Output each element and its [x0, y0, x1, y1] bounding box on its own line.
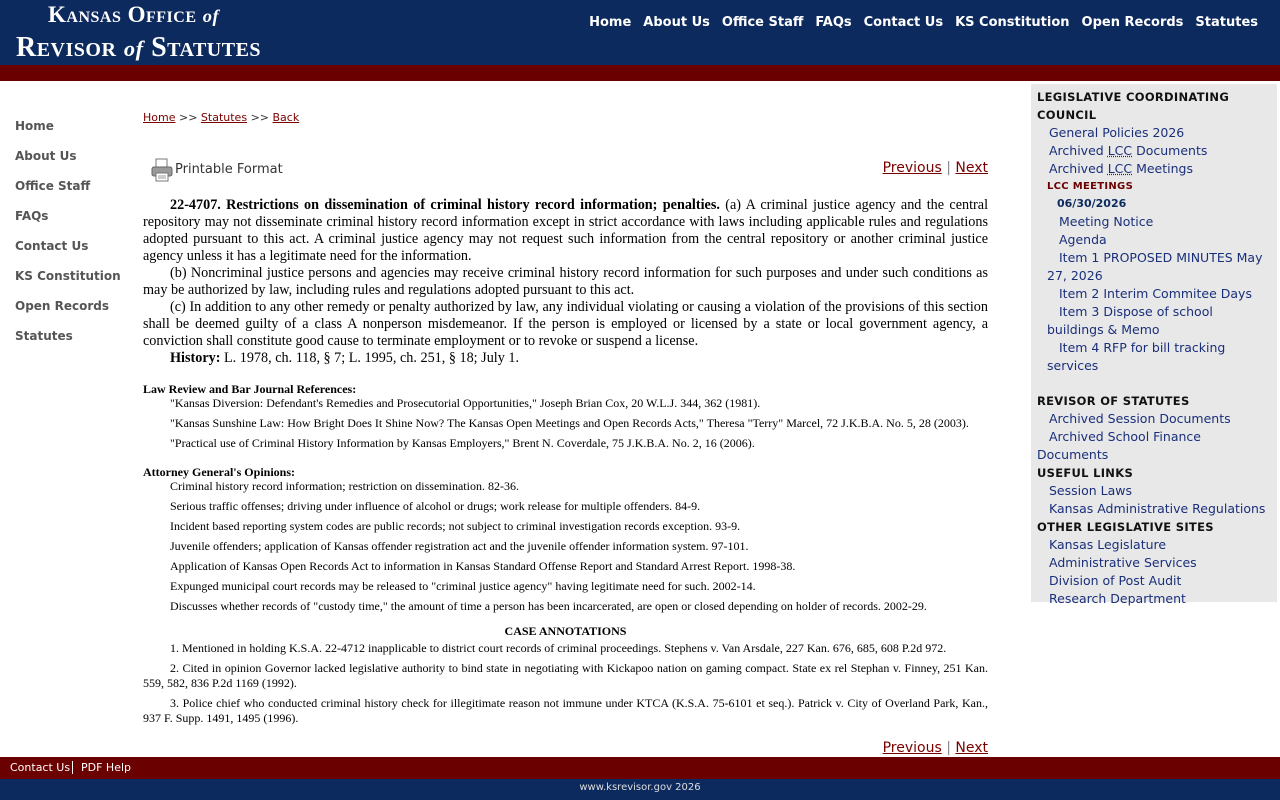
ag-opinions-heading: Attorney General's Opinions: — [143, 465, 295, 479]
printable-format-link[interactable] — [151, 158, 283, 180]
history-text: L. 1978, ch. 118, § 7; L. 1995, ch. 251, § 18; July 1. — [220, 350, 520, 366]
statute-title: 22-4707. Restrictions on dissemination of criminal history record information; penalties. — [170, 197, 720, 213]
ag-opinion-item: Discusses whether records of "custody time," the amount of time a person has been incarcerated, are open or closed depending on holder of records. 2002-29. — [170, 599, 927, 613]
law-review-item: "Practical use of Criminal History Information by Kansas Employers," Brent N. Coverdale, 75 J.K.B.A. No. 2, 16 (2006). — [170, 436, 755, 450]
print-row — [143, 148, 988, 194]
history-label: History: — [170, 350, 221, 366]
meeting-item-2-link[interactable]: Item 2 Interim Commitee Days — [1059, 286, 1252, 301]
leftnav-ks-constitution[interactable]: KS Constitution — [15, 269, 121, 283]
logo-text: Statutes — [143, 32, 262, 63]
archived-session-documents-link[interactable]: Archived Session Documents — [1049, 411, 1231, 426]
link-text: Documents — [1132, 143, 1208, 158]
kansas-legislature-link[interactable]: Kansas Legislature — [1049, 537, 1167, 552]
statute-history — [143, 350, 988, 367]
other-sites-heading: OTHER LEGISLATIVE SITES — [1037, 520, 1214, 534]
topnav-contact-us[interactable]: Contact Us — [863, 15, 944, 30]
lcc-meetings-heading: LCC MEETINGS — [1047, 181, 1134, 192]
header-accent-bar — [0, 65, 1280, 81]
leftnav-about-us[interactable]: About Us — [15, 149, 77, 163]
breadcrumb-statutes[interactable]: Statutes — [200, 111, 248, 124]
logo-text: of — [123, 36, 144, 61]
topnav-open-records[interactable]: Open Records — [1081, 15, 1184, 30]
topnav-faqs[interactable]: FAQs — [815, 15, 852, 30]
leftnav-statutes[interactable]: Statutes — [15, 329, 73, 343]
revisor-heading: REVISOR OF STATUTES — [1037, 394, 1190, 408]
archived-lcc-documents-link[interactable] — [1037, 142, 1271, 160]
previous-link[interactable]: Previous — [882, 160, 942, 176]
case-annotation-item: 1. Mentioned in holding K.S.A. 22-4712 inapplicable to district court records of criminal proceedings. Stephens v. Van Arsdale, 227 Kan. 676, 685, 608 P.2d 972. — [170, 641, 947, 655]
meeting-notice-link[interactable]: Meeting Notice — [1059, 214, 1154, 229]
session-laws-link[interactable]: Session Laws — [1049, 483, 1133, 498]
leftnav-home[interactable]: Home — [15, 119, 54, 133]
meeting-item-4-link[interactable]: Item 4 RFP for bill tracking services — [1047, 340, 1226, 373]
logo-text: Revisor — [16, 32, 124, 63]
archived-lcc-meetings-link[interactable] — [1037, 160, 1271, 178]
pager-bottom — [883, 740, 988, 756]
lcc-abbreviation: LCC — [1107, 161, 1133, 176]
pager-separator: | — [946, 160, 951, 176]
next-link[interactable]: Next — [955, 160, 988, 176]
topnav-home[interactable]: Home — [589, 15, 632, 30]
useful-links-heading: USEFUL LINKS — [1037, 466, 1134, 480]
logo-line-2 — [16, 32, 261, 64]
ag-opinion-item: Expunged municipal court records may be released to "criminal justice agency" having legitimate need for such. 2002-14. — [170, 579, 756, 593]
footer-links-bar — [0, 757, 1280, 779]
link-text: Meetings — [1132, 161, 1193, 176]
statute-paragraph-b: (b) Noncriminal justice persons and agencies may receive criminal history record information for such purposes and under such conditions as may be authorized by law, including rules and regulations adopted pursuant to this act. — [143, 265, 988, 298]
pager-top — [883, 160, 988, 176]
logo-text: Kansas Office — [48, 2, 203, 27]
research-department-link[interactable]: Research Department — [1049, 591, 1186, 606]
case-annotation-item: 2. Cited in opinion Governor lacked legislative authority to bind state in negotiating with Kickapoo nation on gaming compact. State ex rel Stephan v. Finney, 251 Kan. 559, 582, 836 P.2d 1169 (1992). — [143, 661, 988, 690]
breadcrumb — [143, 111, 988, 124]
statute-paragraph-c: (c) In addition to any other remedy or penalty authorized by law, any individual violating or causing a violation of the provisions of this section shall be deemed guilty of a class A nonperson misdemeanor. If the person is employed or licensed by a state or local government agency, a conviction shall constitute good cause to terminate employment or to revoke or suspend a license. — [143, 299, 988, 349]
statute-subsection: (a) A criminal justice agency and the central repository may not disseminate criminal history record information except in strict accordance with laws including applicable rules and regulations adopted pursuant to this act. A criminal justice agency may not request such information from the central repository or another criminal justice agency unless it has a legitimate need for the information. — [143, 197, 989, 264]
ag-opinion-item: Juvenile offenders; application of Kansas offender registration act and the juvenile offender information system. 97-101. — [170, 539, 749, 553]
top-navigation — [577, 15, 1258, 30]
agenda-link[interactable]: Agenda — [1059, 232, 1107, 247]
law-review-heading: Law Review and Bar Journal References: — [143, 382, 357, 396]
leftnav-office-staff[interactable]: Office Staff — [15, 179, 91, 193]
law-review-item: "Kansas Diversion: Defendant's Remedies and Prosecutorial Opportunities," Joseph Brian Cox, 20 W.L.J. 344, 362 (1981). — [170, 396, 761, 410]
breadcrumb-separator: >> — [250, 111, 269, 124]
case-annotation-item: 3. Police chief who conducted criminal history check for illegitimate reason not immune under KTCA (K.S.A. 75-6101 et seq.). Patrick v. City of Overland Park, Kan., 937 F. Supp. 1491, 1495 (1996). — [143, 696, 988, 725]
breadcrumb-back[interactable]: Back — [272, 111, 300, 124]
link-text: Archived — [1049, 143, 1108, 158]
law-review-item: "Kansas Sunshine Law: How Bright Does It Shine Now? The Kansas Open Meetings and Open Records Acts," Theresa "Terry" Marcel, 72 J.K.B.A. No. 5, 28 (2003). — [170, 416, 969, 430]
ag-opinion-item: Application of Kansas Open Records Act to information in Kansas Standard Offense Report and Standard Arrest Report. 1998-38. — [170, 559, 796, 573]
pager-separator: | — [946, 740, 951, 756]
site-header — [0, 0, 1280, 65]
division-of-post-audit-link[interactable]: Division of Post Audit — [1049, 573, 1182, 588]
printable-format-label: Printable Format — [175, 161, 283, 177]
main-content — [143, 111, 988, 731]
footer-contact-link[interactable]: Contact Us — [10, 761, 71, 774]
logo-text: of — [202, 6, 220, 26]
topnav-ks-constitution[interactable]: KS Constitution — [955, 15, 1070, 30]
previous-link[interactable]: Previous — [882, 740, 942, 756]
breadcrumb-home[interactable]: Home — [143, 111, 176, 124]
meeting-item-3-link[interactable]: Item 3 Dispose of school buildings & Memo — [1047, 304, 1213, 337]
statute-text — [143, 197, 988, 350]
leftnav-faqs[interactable]: FAQs — [15, 209, 49, 223]
lcc-abbreviation: LCC — [1107, 143, 1133, 158]
ag-opinion-item: Serious traffic offenses; driving under influence of alcohol or drugs; work release for multiple offenders. 84-9. — [170, 499, 701, 513]
left-navigation — [15, 119, 135, 359]
footer-divider — [72, 761, 73, 774]
breadcrumb-separator: >> — [178, 111, 198, 124]
statute-paragraph-a — [143, 197, 988, 265]
meeting-date: 06/30/2026 — [1057, 197, 1127, 210]
ag-opinion-item: Incident based reporting system codes are public records; not subject to criminal investigation records exception. 93-9. — [170, 519, 741, 533]
general-policies-link[interactable]: General Policies 2026 — [1049, 125, 1185, 140]
spacer — [1037, 375, 1271, 392]
footer-site-text: www.ksrevisor.gov 2026 — [579, 782, 701, 793]
leftnav-contact-us[interactable]: Contact Us — [15, 239, 89, 253]
lcc-heading: LEGISLATIVE COORDINATING COUNCIL — [1037, 90, 1230, 122]
link-text: Archived — [1049, 161, 1108, 176]
case-annotations-heading: CASE ANNOTATIONS — [504, 624, 627, 638]
footer-site-bar — [0, 779, 1280, 800]
footer-pdf-help-link[interactable]: PDF Help — [81, 761, 132, 774]
topnav-office-staff[interactable]: Office Staff — [721, 15, 804, 30]
leftnav-open-records[interactable]: Open Records — [15, 299, 110, 313]
next-link[interactable]: Next — [955, 740, 988, 756]
archived-school-finance-link[interactable]: Archived School Finance Documents — [1037, 429, 1201, 462]
administrative-services-link[interactable]: Administrative Services — [1049, 555, 1197, 570]
topnav-statutes[interactable]: Statutes — [1195, 15, 1258, 30]
meeting-item-1-link[interactable]: Item 1 PROPOSED MINUTES May 27, 2026 — [1047, 250, 1263, 283]
logo-line-1 — [48, 2, 219, 28]
topnav-about-us[interactable]: About Us — [643, 15, 710, 30]
ag-opinion-item: Criminal history record information; restriction on dissemination. 82-36. — [170, 479, 519, 493]
printer-icon — [151, 158, 173, 180]
kansas-administrative-regulations-link[interactable]: Kansas Administrative Regulations — [1049, 501, 1266, 516]
right-sidebar — [1031, 84, 1277, 606]
